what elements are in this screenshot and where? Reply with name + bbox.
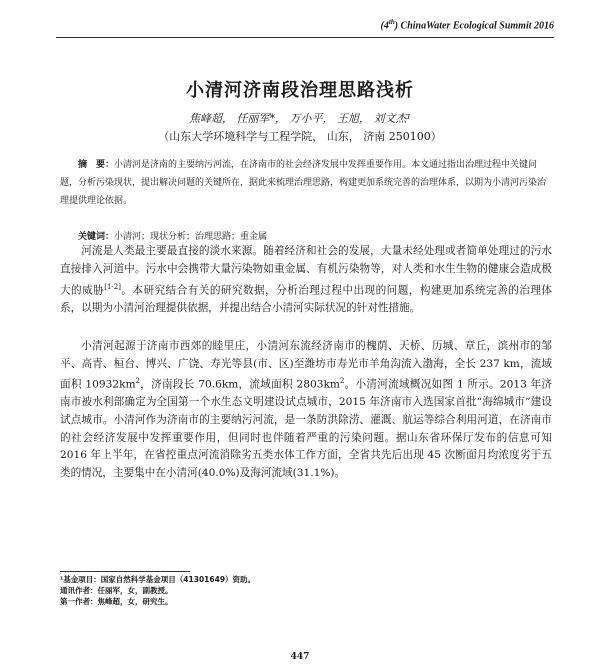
para1-text-b: 。本研究结合有关的研究数据，分析治理过程中出现的问题，构建更加系统完善的治理体系，以期为小清河治理提供依据，并提出结合小清河实际状况的针对性措施。 bbox=[60, 284, 553, 314]
body-paragraph-1 bbox=[60, 243, 552, 318]
footnote-first-author: 第一作者：焦峰超，女，研究生。 bbox=[60, 597, 173, 606]
affiliation: （山东大学环境科学与工程学院， 山东， 济南 250100） bbox=[158, 130, 442, 143]
abstract-text: 小清河是济南的主要纳污河流，在济南市的社会经济发展中发挥重要作用。本文通过指出治理过程中关键问题，分析污染现状，提出解决问题的关键所在，据此来梳理治理思路，构建更加系统完善的治理体系，以期为小清河污染治理提供理论依据。 bbox=[60, 160, 547, 206]
footnote-rule bbox=[60, 571, 190, 572]
running-head-ordinal: (4 bbox=[380, 20, 389, 32]
running-head-ordinal-sup: th bbox=[388, 18, 395, 26]
abstract-label: 摘 要： bbox=[78, 160, 115, 170]
abstract bbox=[60, 156, 552, 210]
keywords-label: 关键词： bbox=[78, 232, 115, 242]
footnote-corresponding-author: 通讯作者：任丽军，女，副教授。 bbox=[60, 586, 173, 595]
body-paragraph-2 bbox=[60, 338, 552, 482]
running-head-title: ) ChinaWater Ecological Summit 2016 bbox=[394, 20, 554, 32]
para2-superscript-1: 2 bbox=[135, 377, 140, 386]
header-rule bbox=[56, 37, 554, 38]
para1-text-a: 河流是人类最主要最直接的淡水来源。随着经济和社会的发展，大量未经处理或者简单处理过的污水直接排入河道中。污水中会携带大量污染物如重金属、有机污染物等，对人类和水生生物的健康会造成极大的威胁 bbox=[60, 245, 552, 297]
citation-ref: [1-2] bbox=[104, 282, 121, 291]
paper-title: 小清河济南段治理思路浅析 bbox=[186, 80, 414, 101]
para2-text-c: 。小清河流域概况如图 1 所示。2013 年济南市被水利部确定为全国第一个水生态文明建设试点城市，2015 年济南市入选国家首批“海绵城市”建设试点城市。小清河作为济南市的主要纳污河流，是一条防洪除涝、灌溉、航运等综合利用河道，在济南市的社会经济发展中发挥重要作用，但同时也伴随着严重的污染问题。据山东省环保厅发布的信息可知 2016 年上半年，在省控重点河流消除劣五类水体工作方面，全省共先后出现 45 次断面月均浓度劣于五类的情况，主要集中在小清河(40.0%)及海河流域(31.1%)。 bbox=[60, 378, 552, 479]
para2-text-a: 小清河起源于济南市西郊的睦里庄，小清河东流经济南市的槐荫、天桥、历城、章丘，滨州市的邹平、高青、桓台、博兴、广饶、寿光等县(市、区)至潍坊市寿光市羊角沟流入渤海，全长 237 km，流域面积 10932km bbox=[60, 340, 552, 391]
para2-superscript-2: 2 bbox=[339, 377, 345, 386]
para2-text-b: ，济南段长 70.6km，流域面积 2803km bbox=[140, 378, 340, 391]
page-number: 447 bbox=[290, 652, 310, 662]
footnotes bbox=[60, 574, 460, 607]
keywords-text: 小清河；现状分析；治理思路；重金属 bbox=[114, 232, 268, 242]
author-list: 焦峰超， 任丽军*， 万小平， 王旭， 刘文杰¹ bbox=[189, 112, 411, 125]
running-head bbox=[94, 18, 554, 31]
footnote-fund: ¹基金项目：国家自然科学基金项目（41301649）资助。 bbox=[60, 575, 256, 584]
